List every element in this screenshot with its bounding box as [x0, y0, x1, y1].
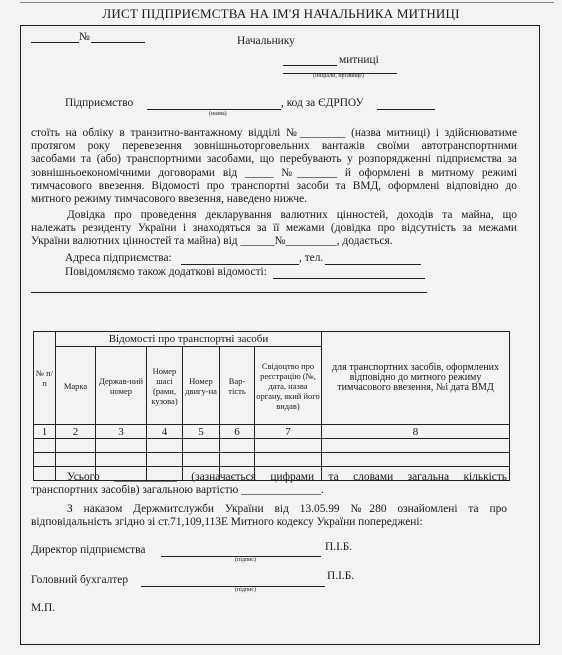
col-chassis-header: Номер шасі (рами, кузова) — [147, 347, 183, 425]
col-number-header: № п/ п — [34, 332, 56, 425]
additional-info-line-1 — [273, 278, 425, 279]
number-sign: № — [79, 31, 90, 43]
body-line: зовнішньоекономічними договорами від _____ №_______ й оформлені в митному режимі — [31, 166, 517, 179]
reference-paragraph — [31, 209, 517, 249]
body-line: митного режиму тимчасового ввезення, наведено нижче. — [31, 193, 308, 206]
accountant-name-label: П.І.Б. — [327, 570, 355, 582]
edrpou-line — [377, 109, 435, 110]
order-line: З наказом Держмитслужби України від 13.05.99 №280 ознайомлені та про — [67, 503, 507, 515]
reference-line: Довідка про проведення декларування валютних цінностей, доходів та майна, що — [67, 209, 517, 221]
table-row — [34, 453, 510, 467]
accountant-label: Головний бухгалтер — [31, 574, 129, 586]
column-number: 3 — [96, 425, 147, 439]
accountant-signature-hint: (підпис) — [235, 587, 257, 593]
initials-hint: (ініціали, прізвище) — [313, 73, 364, 79]
column-number: 1 — [34, 425, 56, 439]
column-number: 7 — [255, 425, 322, 439]
reference-line: України валютних цінностей та майна) від ______№_________, додається. — [31, 235, 393, 248]
body-line: тимчасового ввезення. Відомості про транспортні засоби та ВМД, оформлені відповідно до — [31, 179, 517, 192]
vehicles-table — [33, 331, 510, 481]
number-line-1 — [31, 42, 79, 43]
enterprise-label: Підприємство — [65, 97, 134, 109]
address-label: Адреса підприємства: — [65, 252, 172, 264]
totals-paragraph — [31, 471, 507, 497]
body-line: протягом року перевезення зовнішньоторговельних вантажів своїми автотранспортними — [31, 140, 517, 153]
addressee-label: Начальнику — [237, 35, 295, 47]
customs-name-line — [283, 65, 337, 66]
enterprise-name-line — [147, 109, 281, 110]
accountant-signature-line — [141, 586, 325, 587]
body-line: засобами та (або) транспортними засобами, що перебувають у розпорядженні підприємства за — [31, 153, 517, 166]
director-name-label: П.І.Б. — [325, 541, 353, 553]
document-title: ЛИСТ ПІДПРИЄМСТВА НА ІМ'Я НАЧАЛЬНИКА МИТНИЦІ — [102, 6, 460, 21]
table-row — [34, 439, 510, 453]
director-label: Директор підприємства — [31, 544, 146, 556]
stamp-label: М.П. — [31, 602, 56, 614]
enterprise-name-hint: (назва) — [209, 111, 227, 117]
tel-label: , тел. — [299, 252, 324, 264]
director-signature-hint: (підпис) — [235, 557, 257, 563]
column-number: 6 — [220, 425, 255, 439]
order-paragraph — [31, 503, 507, 529]
tel-line — [325, 264, 421, 265]
edrpou-label: , код за ЄДРПОУ — [281, 97, 364, 109]
column-number: 4 — [147, 425, 183, 439]
additional-info-line-2 — [31, 292, 427, 293]
column-numbers-row — [34, 425, 510, 439]
customs-label: митниці — [339, 54, 379, 66]
body-paragraph — [31, 127, 517, 206]
address-line — [181, 264, 299, 265]
vehicle-info-group-header: Відомості про транспортні засоби — [56, 332, 322, 347]
col-value-header: Вар-тість — [220, 347, 255, 425]
totals-line: транспортних засобів) загальною вартістю ______________. — [31, 484, 324, 497]
col-make-header: Марка — [56, 347, 96, 425]
column-number: 8 — [322, 425, 510, 439]
additional-info-label: Повідомляємо також додаткові відомості: — [65, 266, 267, 278]
totals-line: Усього ___________ (зазначається цифрами та словами загальна кількість — [67, 471, 507, 483]
reference-line: належать резиденту України і знаходяться за її межами (довідка про відсутність за межами — [31, 222, 517, 235]
col-vmd-header: для транспортних засобів, оформлених відповідно до митного режиму тимчасового ввезення, №і дата ВМД — [322, 332, 510, 425]
col-state-number-header: Держав-ний номер — [96, 347, 147, 425]
top-rule — [20, 2, 554, 3]
order-line: відповідальність згідно зі ст.71,109,113Е Митного кодексу України попереджені: — [31, 516, 423, 529]
column-number: 2 — [56, 425, 96, 439]
col-engine-header: Номер двигу-на — [183, 347, 220, 425]
col-certificate-header: Свідоцтво про реєстрацію (№, дата, назва органу, який його видав) — [255, 347, 322, 425]
form-frame — [20, 25, 540, 645]
column-number: 5 — [183, 425, 220, 439]
body-line: стоїть на обліку в транзитно-вантажному відділі №________ (назва митниці) і здійснюватиме — [31, 127, 517, 139]
number-line-2 — [91, 42, 145, 43]
